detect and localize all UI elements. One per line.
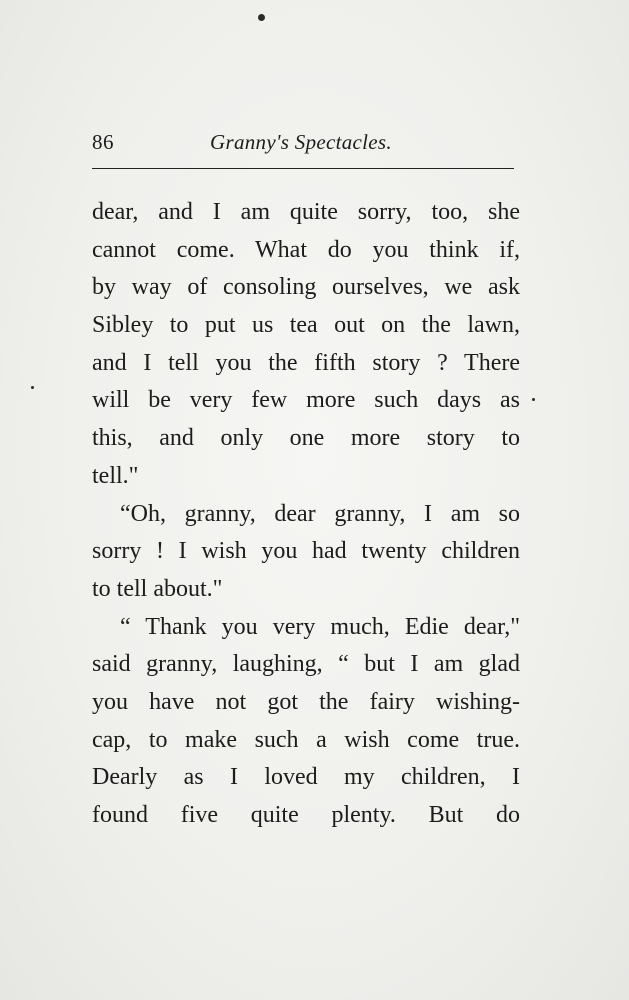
text-line: cannot come. What do you think if, <box>92 236 520 263</box>
text-line: Sibley to put us tea out on the lawn, <box>92 312 520 339</box>
page-number: 86 <box>92 130 114 154</box>
printer-mark <box>31 386 34 389</box>
text-line: “ Thank you very much, Edie dear," <box>120 613 520 640</box>
text-line: found five quite plenty. But do <box>92 802 520 828</box>
page-header <box>92 128 518 160</box>
text-line: tell." <box>92 462 139 489</box>
text-line: Dearly as I loved my children, I <box>92 764 520 791</box>
text-line: to tell about." <box>92 575 223 602</box>
text-line: dear, and I am quite sorry, too, she <box>92 199 520 225</box>
text-line: sorry ! I wish you had twenty children <box>92 538 520 565</box>
text-line: “Oh, granny, dear granny, I am so <box>120 500 520 527</box>
body-text <box>92 194 520 835</box>
text-line: cap, to make such a wish come true. <box>92 726 520 753</box>
text-line: will be very few more such days as <box>92 387 520 414</box>
printer-mark <box>532 398 535 401</box>
printer-mark <box>258 14 265 21</box>
header-rule <box>92 168 514 169</box>
text-line: by way of consoling ourselves, we ask <box>92 274 520 301</box>
running-title: Granny's Spectacles. <box>210 130 392 154</box>
text-line: and I tell you the fifth story ? There <box>92 349 520 376</box>
text-line: you have not got the fairy wishing- <box>92 688 520 715</box>
text-line: this, and only one more story to <box>92 425 520 452</box>
text-line: said granny, laughing, “ but I am glad <box>92 651 520 678</box>
